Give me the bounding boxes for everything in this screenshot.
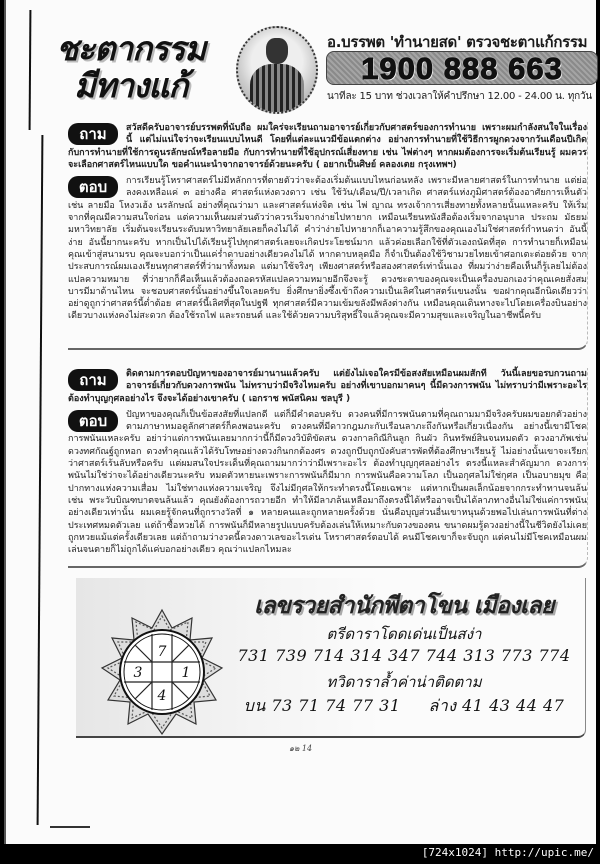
margin-rule [50, 826, 90, 828]
astrology-chart-icon [98, 608, 226, 736]
column-title [56, 30, 211, 104]
qa-box-1 [68, 122, 588, 350]
question-text: สวัสดีครับอาจารย์บรรพตที่นับถือ ผมใคร่จะเรียนถามอาจารย์เกี่ยวกับศาสตร์ของการทำนาย เพราะผมกำลังสนใจในเรื่องนี้ แต่ไม่แน่ใจว่าจะเรียนแบบไหนดี โดยที่แต่ละแนวมีข้อแตกต่าง อย่างการทำนายที่ใช้วิธีการผูกดวงจากวันเดือนปีเกิด กับการทำนายที่ใช้การดูนรลักษณ์หรือลายมือ กับการทำนายที่ใช้อุปกรณ์เสี่ยงทาย เช่น ไพ่ต่างๆ หากผมต้องการจะเริ่มต้นเรียนรู้ ผมควรจะเลือกศาสตร์ไหนแบบใด ขอคำแนะนำจากอาจารย์ด้วยนะครับ ( อยากเป็นศิษย์ คลองเตย กรุงเทพฯ) [68, 123, 587, 170]
lottery-title: เลขรวยสำนักพีตาโขน เมืองเลย [254, 592, 554, 619]
chart-digit-bottom: 4 [157, 688, 167, 704]
column-title-line2: มีทางแก้ [74, 66, 188, 105]
question-paragraph [68, 122, 587, 171]
lottery-box [76, 578, 586, 738]
host-line: อ.บรรพต 'ทำนายสด' ตรวจชะตาแก้กรรม [327, 33, 588, 51]
portrait-face [266, 38, 288, 64]
chart-digit-top: 7 [157, 644, 167, 660]
answer-label: ตอบ [68, 410, 118, 432]
phone-number: 1900 888 663 [361, 51, 563, 86]
lottery-subtitle-triples: ตรีดาราโดดเด่นเป็นสง่า [326, 625, 482, 643]
question-label: ถาม [68, 123, 118, 145]
qa-box-2 [68, 368, 588, 568]
watermark-link[interactable]: [724x1024] http://upic.me/ [421, 846, 594, 859]
chart-digit-right: 1 [181, 665, 191, 681]
lottery-upper: บน 73 71 74 77 31 [243, 696, 401, 715]
chart-digit-left: 3 [133, 665, 143, 681]
lottery-lower: ล่าง 41 43 44 47 [428, 696, 565, 715]
question-text: ติดตามการตอบปัญหาของอาจารย์มานานแล้วครับ แต่ยังไม่เจอใครมีข้อสงสัยเหมือนผมสักที วันนี้เลยขอรบกวนถามอาจารย์เกี่ยวกับดวงการพนัน ไม่ทราบว่ามีจริงไหมครับ อย่างที่เขาบอกมาคนๆ นี้มีดวงการพนัน ไม่ทราบว่ามีเพราะอะไร ต้องทำบุญกุศลอย่างไร จึงจะได้อย่างเขาครับ ( เอกราช พนัสนิคม ชลบุรี ) [68, 369, 587, 404]
question-label: ถาม [68, 369, 118, 391]
portrait-body [250, 64, 304, 114]
rate-line: นาทีละ 15 บาท ช่วงเวลาให้คำปรึกษา 12.00 - 24.00 น. ทุกวัน [327, 91, 593, 102]
margin-rule [29, 10, 32, 130]
lottery-doubles [234, 694, 574, 719]
answer-label: ตอบ [68, 176, 118, 198]
answer-text: ปัญหาของคุณก็เป็นข้อสงสัยที่แปลกดี แต่ก็มีคำตอบครับ ดวงคนที่มีการพนันตามที่คุณถามมามีจริงครับผมขอยกตัวอย่างตามภาษาหมอดูลักศาสตร์ก็คงพอนะครับ ดวงคนที่มีดาวกฎมภะกับเรือนลาภะถึงกันหรือเกี่ยวเนื่องกัน อย่างนี้เขามีโชคการพนันแหละครับ อย่าว่าแต่การพนันเลยมากกว่านี้ก็มีดวงวิบัติขัดสน ดวงกาลกิณีกินลูก กินผัว กินทรัพย์สินจนหมดตัว ดวงอาภัพเช่นดวงทศกัณฐ์ถูกหอก ดวงทำคุณแล้วได้รับโทษอย่างดวงกินกกต้องศร ดวงถูกบีบถูกบังคับสารพัดที่ต้องศึกษาเรียนรู้ ไม่อย่างนั้นเขาจะเรียกว่าศาสตร์เร้นลับหรือครับ แต่ผมสนใจประเด็นที่คุณถามมากว่าว่ามีเพราะอะไร ต้องทำบุญกุศลอย่างไร ตรงนี้แหละสำคัญมาก ดวงการพนันไม่ใช่ว่าจะได้อย่างเดียวนะครับ หมดตัวหายนะเพราะการพนันก็มีมาก การพนันคือความโลภ เป็นอกุศลไม่ใช่กุศล เป็นอบายมุข คือ ปากทางแห่งความเสื่อม ไม่ใช่ทางแห่งความเจริญ จึงไม่มีกุศลให้กระทำตรงนี้โดยเฉพาะ แต่หากเป็นผลเล็กน้อยจากกระทำทานจนล้น เช่น พระวับบิณฑบาตจนล้นแล้ว คุณยังต้องการถวายอีก ทำให้มีลาภล้นเหลือมาถึงตรงนี้ได้หรืออาจเป็นได้ลาภทางอื่นไม่ใช่แค่การพนันอย่างเดียวเท่านั้น ผมเคยรู้จักคนที่ถูกรางวัลที่ ๑ หลายคนและถูกหลายครั้งด้วย นั่นคือบุญส่วนอื่นเขาหนุนด้วยพอไปเล่นการพนันที่ต่างประเทศหมดตัวเลย แต่ถ้าซื้อหวยได้ การพนันก็มีหลายรูปแบบครับต้องเล่นให้เหมาะกับดวงของตน ขนาดผมรู้ดวงอย่างนี้ในชีวิตยังไม่เคยถูกหวยแม้แต่ครั้งเดียวเลย แต่ถ้าถามว่างวดนี้ดวงดาวเลขอะไรเด่น โหราศาสตร์ตอบได้ คนมีโชคเขาก็จะจับถูก แต่คนไม่มีโชคเหมือนผมเล่นจนตายก็ไม่ถูกได้แค่บอกอย่างเดียว คุณว่าแปลกไหมละ [68, 409, 587, 556]
column-title-line1: ชะตากรรม [56, 29, 206, 68]
margin-rule [37, 135, 44, 825]
scanned-page [4, 0, 596, 844]
page-number: ๑๒ 14 [289, 744, 313, 753]
question-paragraph [68, 368, 587, 405]
host-portrait [236, 26, 318, 114]
phone-number-banner [326, 51, 598, 85]
lottery-subtitle-doubles: ทวิดาราล้ำค่าน่าติดตาม [326, 673, 482, 691]
column-header [56, 30, 596, 110]
answer-paragraph [68, 175, 587, 323]
answer-text: การเรียนรู้โหราศาสตร์ไม่มีหลักการที่ตายตัวว่าจะต้องเริ่มต้นแบบไหนก่อนหลัง เพราะมีหลายศาสตร์ในการทำนาย แต่ย่อลงคงเหลือแค่ ๓ อย่างคือ ศาสตร์แห่งดวงดาว เช่น ใช้วัน/เดือน/ปี/เวลาเกิด ศาสตร์แห่งภูมิศาสตร์ต้องอาศัยการเห็นตัว เช่น ลายมือ โหงวเฮ้ง นรลักษณ์ อย่างที่คุณว่ามา และศาสตร์แห่งจิต เช่น ไพ่ ญาณ ทรงเจ้าการเสี่ยงทายทั้งหลายนั้นแหละครับ ให้เริ่มจากที่คุณมีความสนใจก่อน แต่ความเห็นผมส่วนตัวว่าควรเริ่มจากง่ายไปหายาก เหมือนเรียนหนังสือต้องเริ่มจากอนุบาล ประถม มัธยม มหาวิทยาลัย เริ่มต้นจะเรียนระดับมหาวิทยาลัยเลยก็คงไม่ได้ คำว่าง่ายไปหายากก็เอาความรู้สึกของคุณเองไม่ใช่ศาสตร์กำหนดว่า อันนี้ง่าย อันนี้ยากนะครับ หากเป็นไปได้เรียนรู้ไปทุกศาสตร์เลยจะเกิดประโยชน์มาก แล้วค่อยเลือกใช้ที่ตัวเองถนัดที่สุด การทำนายก็เหมือนคุณเข้าสู่สนามรบ คุณจะบอกว่าเป็นแค่ร่ำดาบอย่างเดียวคงไม่ได้ หากดาบหลุดมือ ก็จำเป็นต้องใช้วิชามวยไทยเข้าศอกเตะต่อยด้วย จากประสบการณ์ผมเองเรียนทุกศาสตร์ที่ว่ามาทั้งหมด แต่มาใช้จริงๆ เพียงศาสตร์หรือสองศาสตร์เท่านั้นเอง ที่ผมว่าง่ายคือเห็นก็รู้เลยไม่ต้องแปลความหมาย ที่ว่ายากก็คือเห็นแล้วต้องถอดรหัสแปลความหมายอีกจึงจะรู้ ดวงชะตาของคุณจะเป็นเครื่องบอกเองว่าคุณเคยสั่งสมบารมีมาด้านไหน จะชอบศาสตร์นั้นอย่างขึ้นใจเลยครับ ยิ่งศึกษายิ่งซึ้งเข้าถึงความเป็นเลิศในศาสตร์แขนงนั้น ขอฝากคุณอีกนิดเดียวว่าอย่าดูถูกว่าศาสตร์นี้ต่ำต้อย ศาสตร์นี้เลิศที่สุดในปฐพี ทุกศาสตร์มีความเข้มขลังมีพลังต่างกัน เหมือนคุณเดินทางจะไปโดยเครื่องบินอย่างเดียวบางแห่งคงไม่สะดวก ต้องใช้รถไฟ และรถยนต์ และใช้ด้วยความบริสุทธิ์ใจแล้วคุณจะมีความสุขและเจริญในอาชีพนี้ครับ [68, 176, 587, 322]
answer-paragraph [68, 409, 587, 557]
lottery-triples: 731 739 714 314 347 744 313 773 774 [237, 646, 571, 665]
